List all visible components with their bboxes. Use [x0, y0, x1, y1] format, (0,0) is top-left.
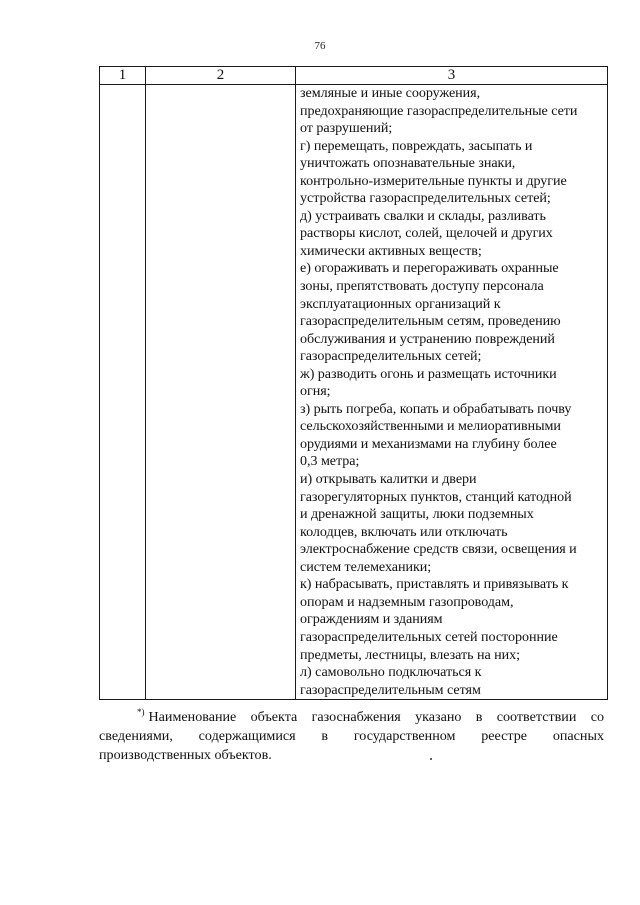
text-line: орудиями и механизмами на глубину более [300, 435, 557, 452]
text-line: сельскохозяйственными и мелиоративными [300, 418, 561, 435]
stray-mark [430, 758, 432, 760]
text-line: земляные и иные сооружения, [300, 85, 481, 101]
footnote-marker: *) [137, 707, 145, 718]
text-line: к) набрасывать, приставлять и привязывать к [300, 576, 569, 593]
column-3-cell [296, 85, 608, 700]
text-line: электроснабжение средств связи, освещения и [300, 541, 577, 558]
text-line: е) огораживать и перегораживать охранные [300, 260, 559, 277]
column-1-cell [100, 85, 146, 700]
text-line: предметы, лестницы, влезать на них; [300, 646, 520, 663]
text-line: л) самовольно подключаться к [300, 664, 482, 681]
text-line: обслуживания и устранению повреждений [300, 330, 555, 347]
table-row [100, 85, 608, 700]
text-line: газорегуляторных пунктов, станций катодной [300, 488, 572, 505]
text-line: устройства газораспределительных сетей; [300, 190, 551, 207]
text-line: газораспределительным сетям [300, 681, 481, 698]
footnote [99, 708, 604, 765]
document-table [99, 66, 608, 700]
text-line: и) открывать калитки и двери [300, 471, 477, 488]
text-line: газораспределительным сетям, проведению [300, 313, 561, 330]
text-line: растворы кислот, солей, щелочей и других [300, 225, 553, 242]
footnote-text-1: Наименование объекта газоснабжения указано в соответствии со [148, 709, 604, 725]
column-2-cell [146, 85, 296, 700]
text-line: предохраняющие газораспределительные сети [300, 102, 578, 119]
text-line: ж) разводить огонь и размещать источники [300, 365, 557, 382]
text-line: эксплуатационных организаций к [300, 295, 501, 312]
text-line: колодцев, включать или отключать [300, 523, 508, 540]
text-line: опорам и надземным газопроводам, [300, 593, 514, 610]
column-header-2: 2 [146, 67, 296, 85]
text-line: г) перемещать, повреждать, засыпать и [300, 137, 533, 154]
text-line: от разрушений; [300, 120, 393, 137]
footnote-line-1 [99, 708, 604, 727]
text-line: газораспределительных сетей; [300, 348, 482, 365]
column-header-3: 3 [296, 67, 608, 85]
text-line: химически активных веществ; [300, 242, 482, 259]
text-line: 0,3 метра; [300, 453, 360, 470]
column-header-1: 1 [100, 67, 146, 85]
text-line: систем телемеханики; [300, 558, 432, 575]
text-line: ограждениям и зданиям [300, 611, 443, 628]
text-line: контрольно-измерительные пункты и другие [300, 172, 567, 189]
page-number: 76 [314, 40, 326, 52]
footnote-line-2: сведениями, содержащимися в государственном реестре опасных [99, 728, 604, 744]
text-line: з) рыть погреба, копать и обрабатывать почву [300, 400, 572, 417]
text-line: уничтожать опознавательные знаки, [300, 155, 516, 172]
text-line: д) устраивать свалки и склады, разливать [300, 207, 546, 224]
table-header-row [100, 67, 608, 85]
text-line: огня; [300, 383, 331, 400]
text-line: и дренажной защиты, люки подземных [300, 506, 534, 523]
footnote-line-3: производственных объектов. [99, 747, 272, 763]
text-line: зоны, препятствовать доступу персонала [300, 278, 544, 295]
restrictions-text [300, 85, 605, 699]
text-line: газораспределительных сетей посторонние [300, 628, 558, 645]
